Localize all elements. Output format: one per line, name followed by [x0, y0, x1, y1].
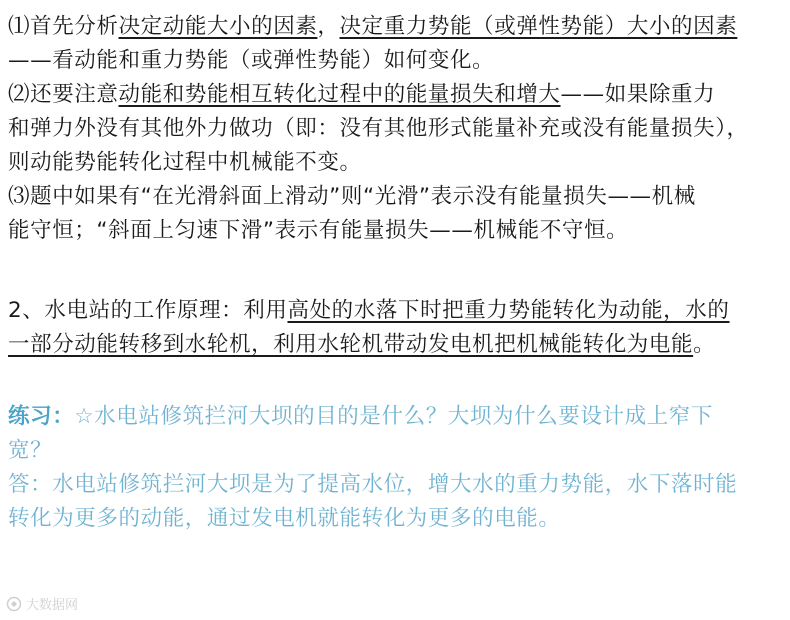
spacer [8, 362, 782, 400]
logo-icon [6, 596, 22, 612]
section2-line-1 [8, 294, 782, 328]
underlined-phrase: 一部分动能转移到水轮机，利用水轮机带动发电机把机械能转化为电能 [8, 332, 694, 357]
exercise-label: 练习： [8, 404, 75, 429]
exercise-answer-line-1: 答：水电站修筑拦河大坝是为了提高水位，增大水的重力势能，水下落时能 [8, 472, 738, 497]
section1-line-7: 能守恒；“斜面上匀速下滑”表示有能量损失——机械能不守恒。 [8, 218, 629, 243]
underlined-phrase: 决定重力势能（或弹性势能）大小的因素 [339, 14, 738, 39]
text-span: ⑵还要注意 [8, 82, 119, 107]
section1-line-5: 则动能势能转化过程中机械能不变。 [8, 150, 362, 175]
exercise-question-line-1 [8, 400, 782, 434]
text-span: ⑴首先分析 [8, 14, 119, 39]
text-span: 2、水电站的工作原理：利用 [8, 298, 288, 323]
section1-line-2: ——看动能和重力势能（或弹性势能）如何变化。 [8, 48, 495, 73]
exercise-question-line-2: 宽？ [8, 438, 53, 463]
underlined-phrase: 高处的水落下时把重力势能转化为动能，水的 [287, 298, 730, 323]
underlined-phrase: 决定动能大小的因素 [118, 14, 318, 39]
underlined-phrase: 动能和势能相互转化过程中的能量损失和增大 [118, 82, 561, 107]
watermark [6, 594, 78, 613]
section1-line-4: 和弹力外没有其他外力做功（即：没有其他形式能量补充或没有能量损失）， [8, 116, 749, 141]
watermark-text: 大数据网 [26, 598, 79, 613]
text-span: ——如果除重力 [560, 82, 716, 107]
section2-line-2 [8, 328, 782, 362]
exercise-answer-line-2: 转化为更多的动能，通过发电机就能转化为更多的电能。 [8, 506, 561, 531]
section1-line-6: ⑶题中如果有“在光滑斜面上滑动”则“光滑”表示没有能量损失——机械 [8, 184, 696, 209]
section1-line-3 [8, 78, 782, 112]
text-span: ， [317, 14, 340, 39]
text-span: 。 [693, 332, 716, 357]
spacer [8, 248, 782, 294]
text-span: ☆水电站修筑拦河大坝的目的是什么？大坝为什么要设计成上窄下 [74, 404, 713, 429]
section1-line-1 [8, 10, 782, 44]
